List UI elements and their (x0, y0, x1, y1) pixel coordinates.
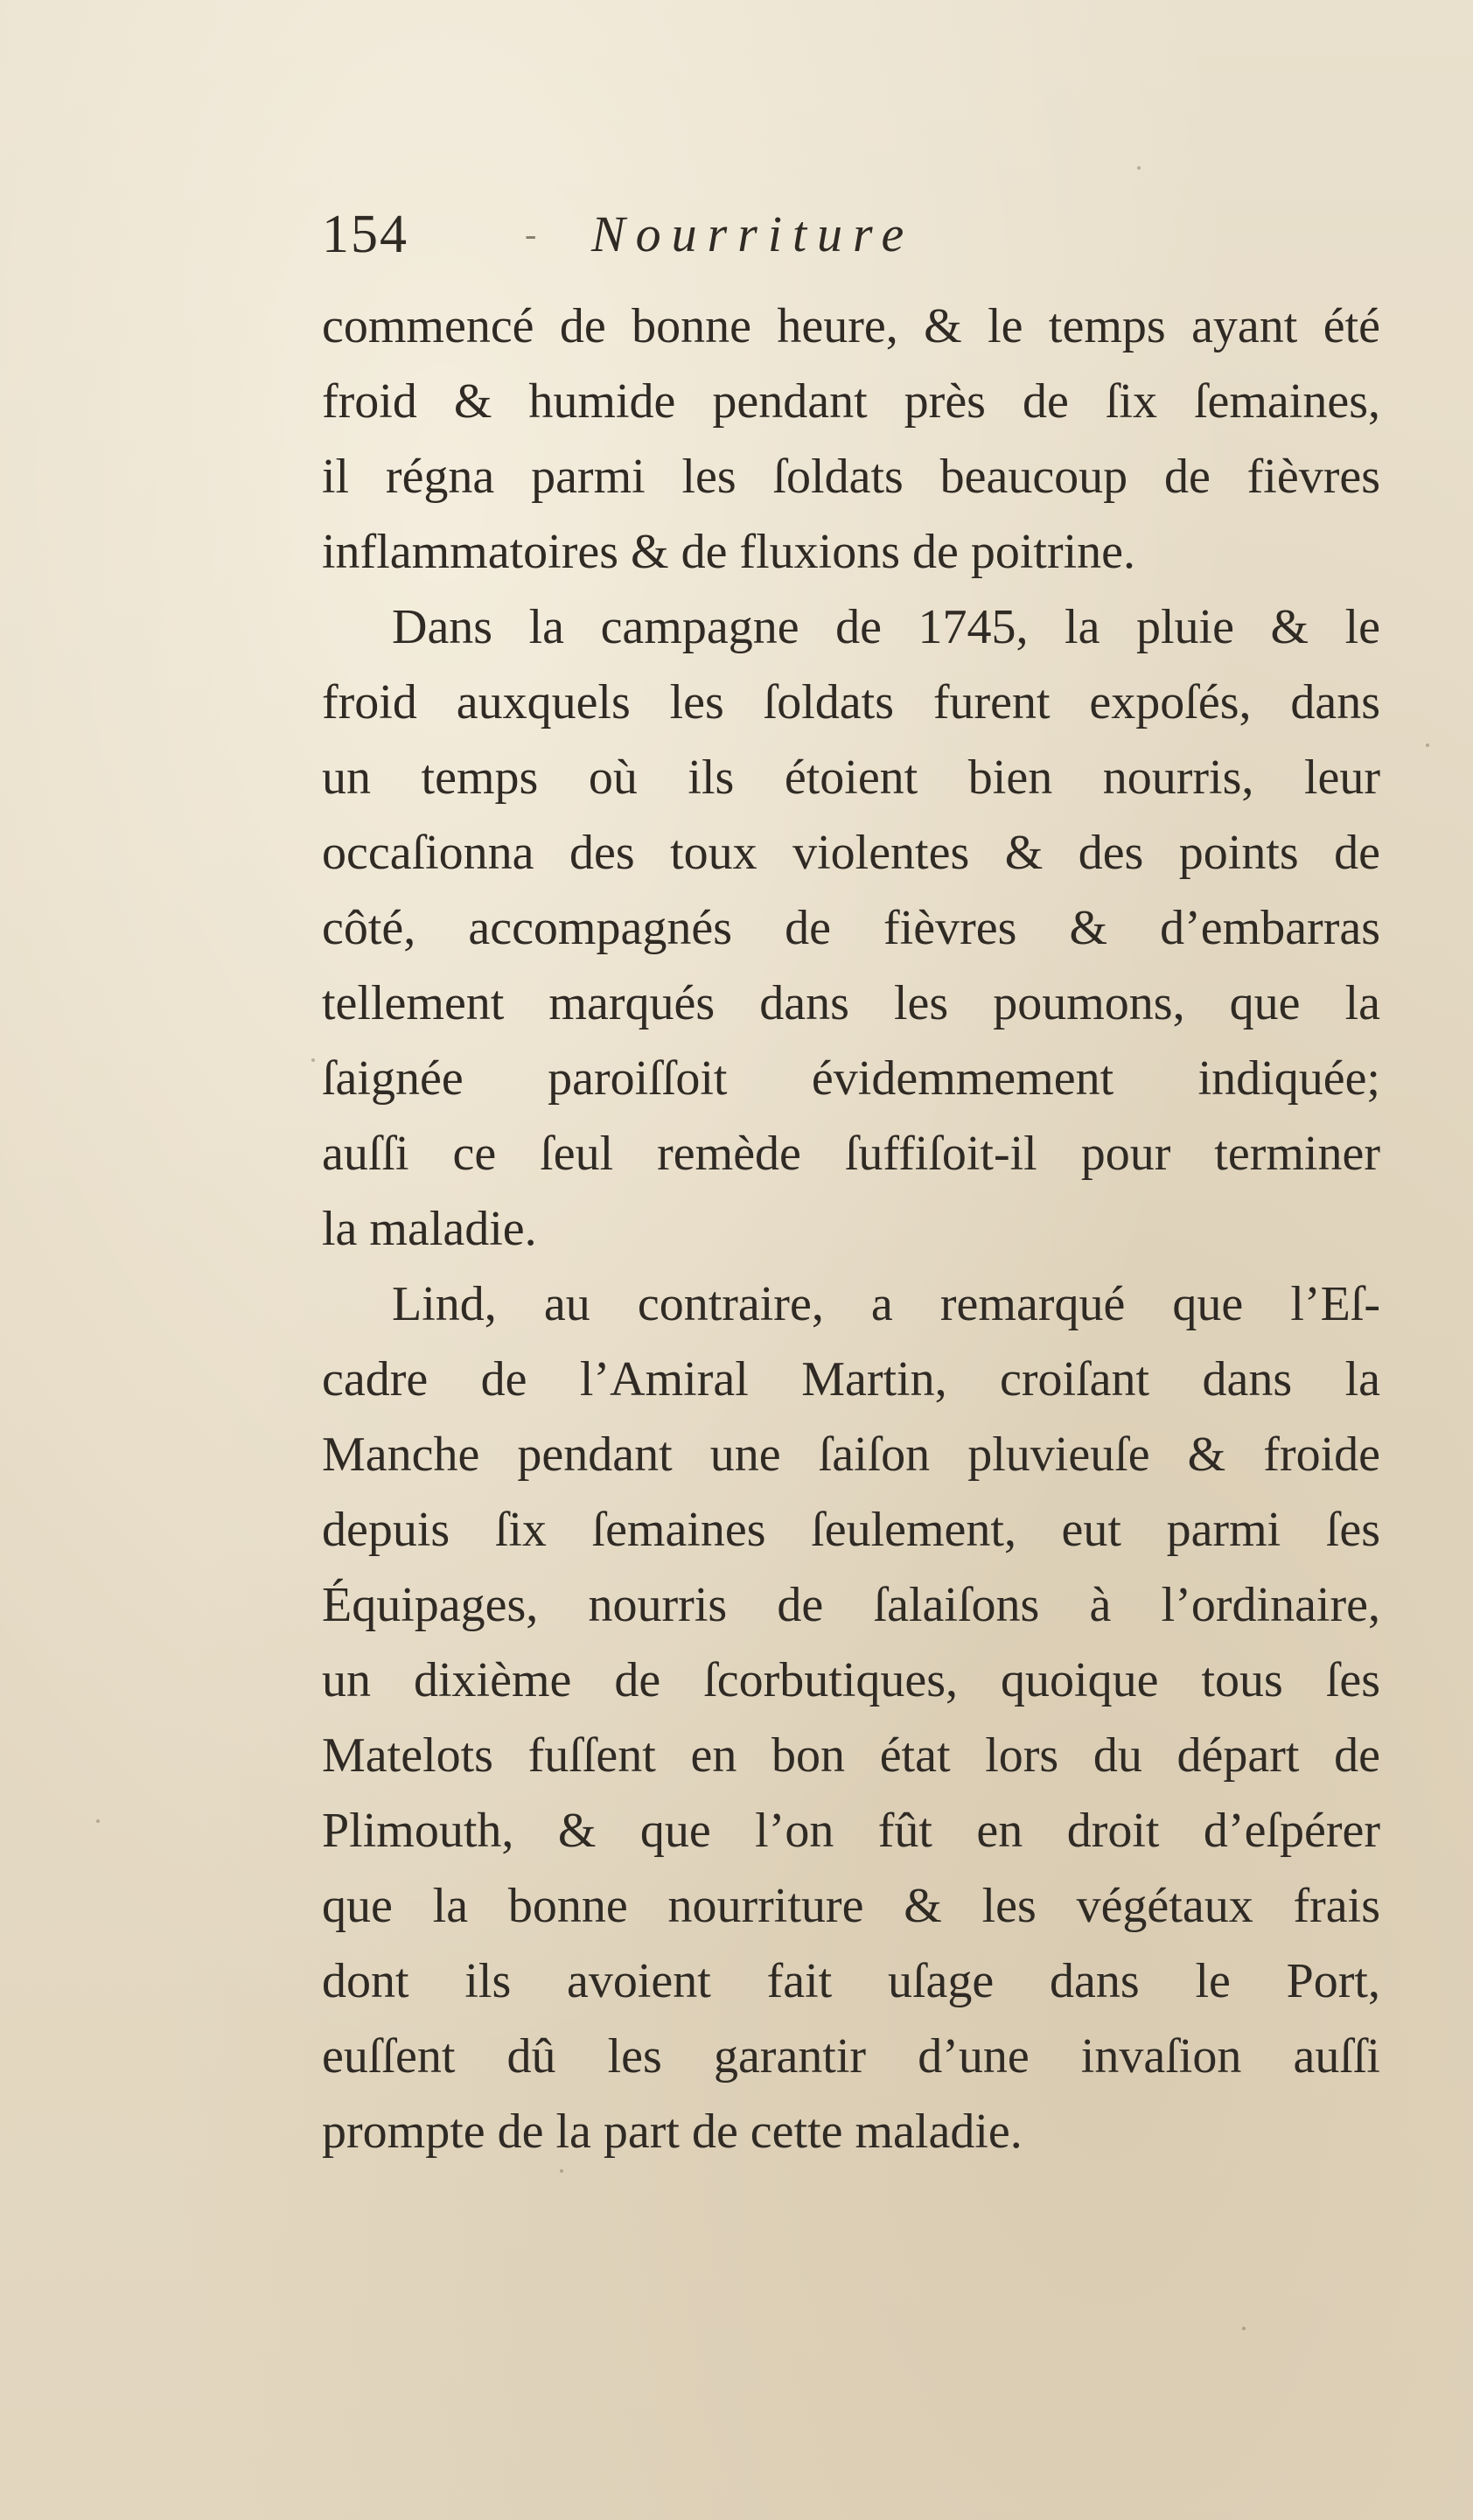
paper-speck (311, 1058, 315, 1062)
text-line: froid & humide pendant près de ſix ſemaines, (322, 374, 1380, 429)
text-line: depuis ſix ſemaines ſeulement, eut parmi ſes (322, 1503, 1380, 1557)
text-line: Lind, au contraire, a remarqué que l’Eſ- (392, 1277, 1380, 1331)
paper-speck (1242, 2327, 1246, 2330)
text-line: occaſionna des toux violentes & des points de (322, 826, 1380, 880)
head-separator: - (525, 214, 537, 254)
text-line: que la bonne nourriture & les végétaux frais (322, 1879, 1380, 1933)
text-line: dont ils avoient fait uſage dans le Port, (322, 1954, 1380, 2008)
paper-speck (96, 1819, 100, 1823)
text-line: Dans la campagne de 1745, la pluie & le (392, 600, 1380, 654)
text-line: il régna parmi les ſoldats beaucoup de fièvres (322, 450, 1380, 504)
page-number: 154 (322, 205, 408, 264)
text-line: prompte de la part de cette maladie. (322, 2105, 1023, 2159)
text-line: cadre de l’Amiral Martin, croiſant dans la (322, 1352, 1380, 1407)
paper-speck (1426, 743, 1429, 747)
text-line: la maladie. (322, 1202, 537, 1256)
text-line: tellement marqués dans les poumons, que la (322, 976, 1380, 1030)
text-line: Matelots fuſſent en bon état lors du départ de (322, 1728, 1380, 1783)
text-line: froid auxquels les ſoldats furent expoſés, dans (322, 675, 1380, 729)
paper-speck (560, 2169, 563, 2173)
text-line: inflammatoires & de fluxions de poitrine. (322, 525, 1136, 579)
paper-speck (1137, 166, 1141, 170)
body-text (322, 289, 1380, 2169)
text-line: ſaignée paroiſſoit évidemmement indiquée; (322, 1051, 1380, 1106)
running-title: Nourriture (591, 206, 915, 262)
running-head (322, 199, 1380, 269)
text-line: euſſent dû les garantir d’une invaſion auſſi (322, 2029, 1380, 2084)
text-line: un dixième de ſcorbutiques, quoique tous ſes (322, 1653, 1380, 1707)
text-line: côté, accompagnés de fièvres & d’embarras (322, 901, 1380, 955)
text-line: Équipages, nourris de ſalaiſons à l’ordinaire, (322, 1578, 1380, 1632)
text-line: un temps où ils étoient bien nourris, leur (322, 750, 1380, 805)
text-line: commencé de bonne heure, & le temps ayant été (322, 299, 1380, 353)
text-line: Manche pendant une ſaiſon pluvieuſe & froide (322, 1428, 1380, 1482)
text-line: auſſi ce ſeul remède ſuffiſoit-il pour terminer (322, 1127, 1380, 1181)
text-line: Plimouth, & que l’on fût en droit d’eſpérer (322, 1804, 1380, 1858)
